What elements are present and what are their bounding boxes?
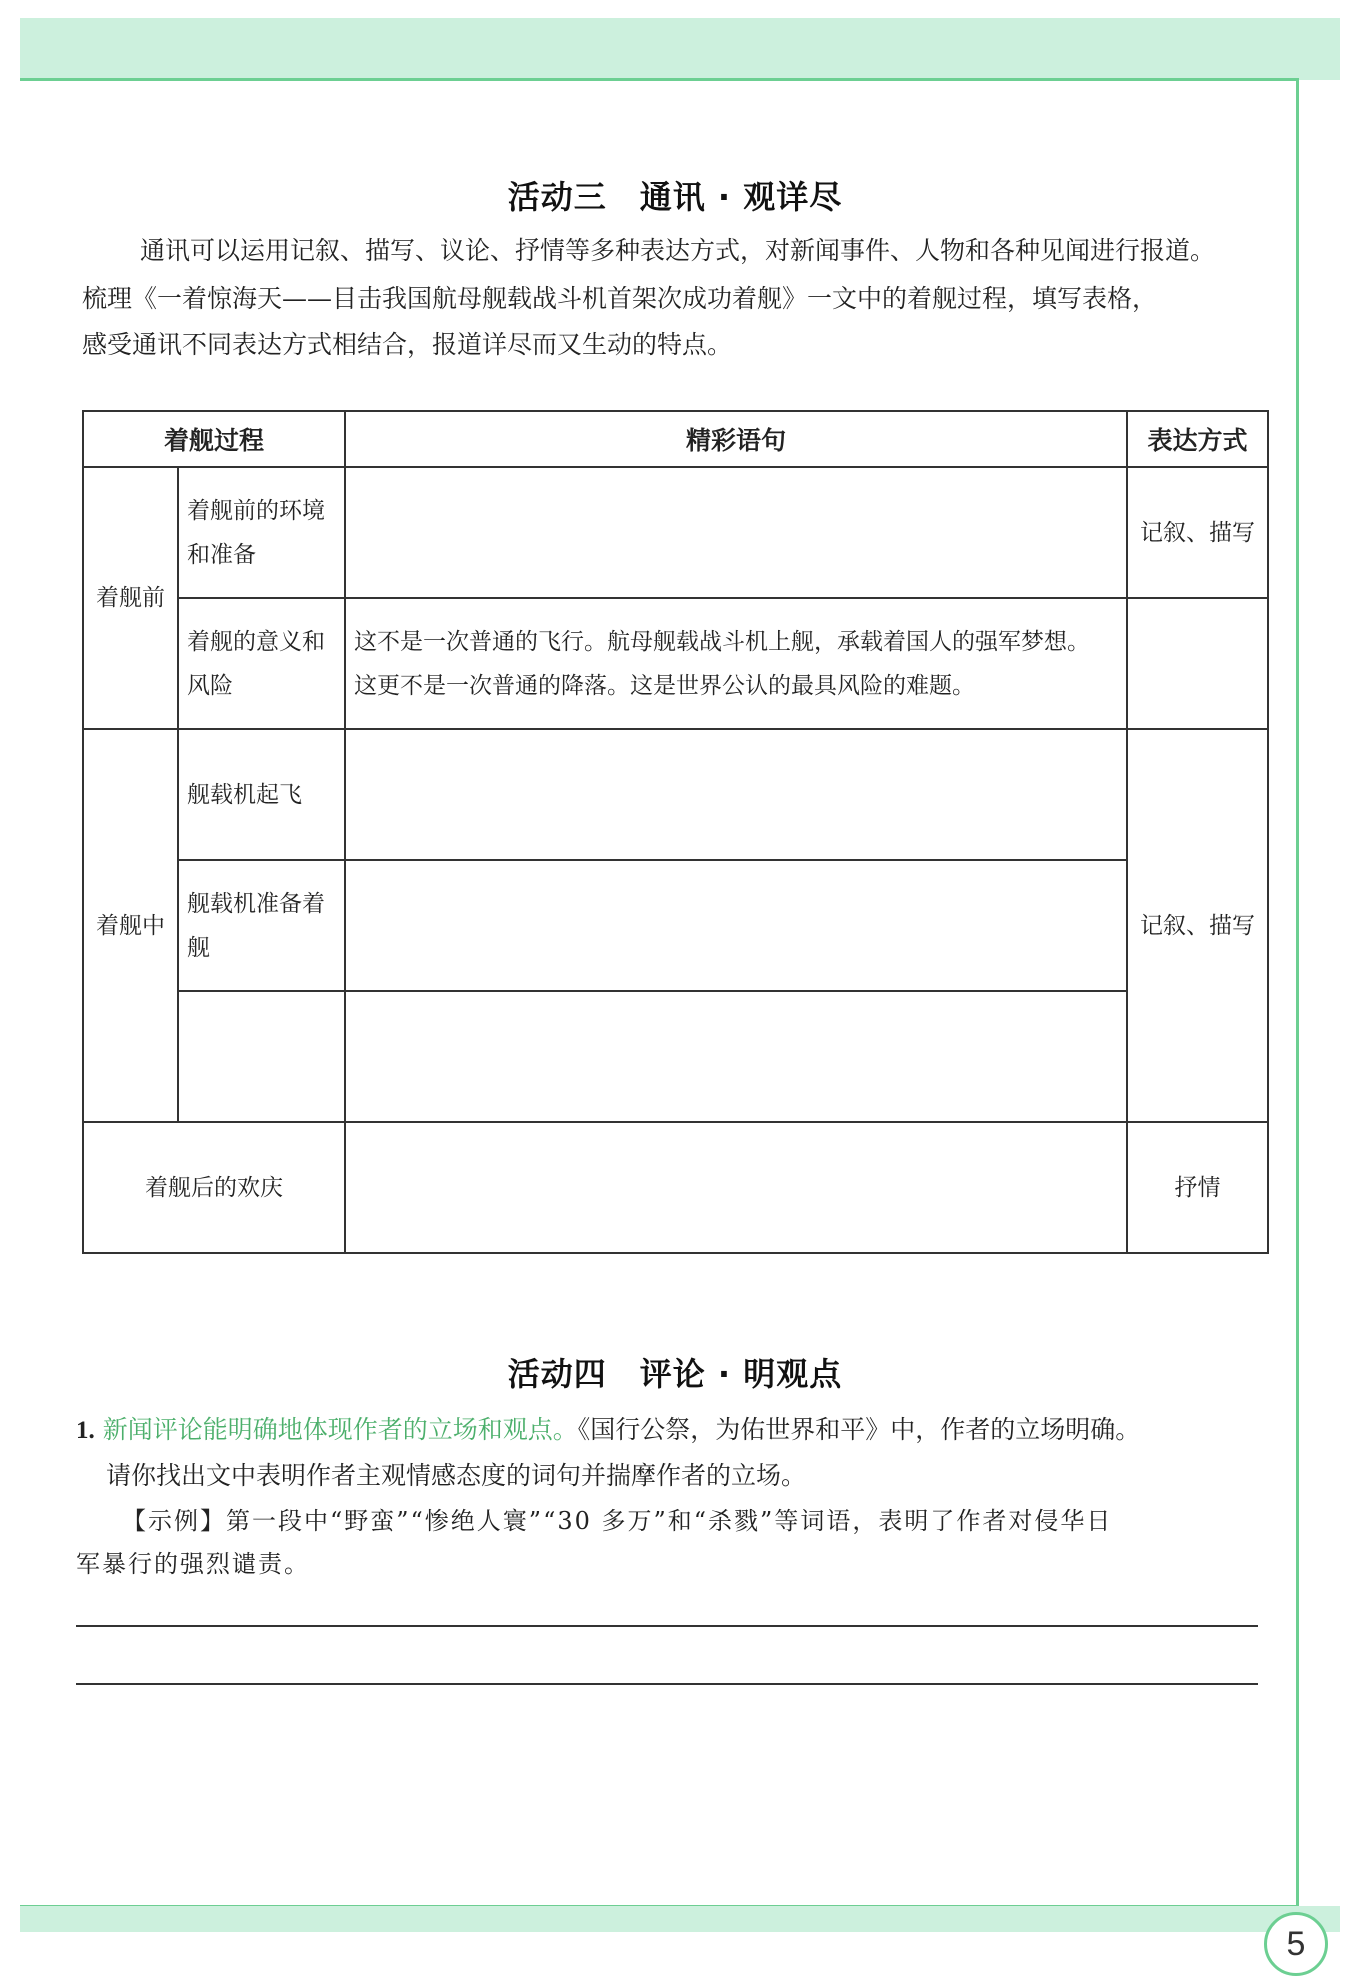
table-row (83, 991, 1268, 1122)
stage-blank-field[interactable] (178, 991, 345, 1122)
page-number: 5 (1264, 1912, 1328, 1976)
bottom-decorative-band (20, 1906, 1340, 1932)
q1-black-text: 《国行公祭，为佑世界和平》中，作者的立场明确。 (577, 1415, 1141, 1444)
sentence-blank-field[interactable] (345, 991, 1127, 1122)
group-during: 着舰中 (83, 729, 178, 1122)
sentence-meaning-line2: 这更不是一次普通的降落。这是世界公认的最具风险的难题。 (354, 672, 976, 699)
activity3-instruction-line2: 感受通讯不同表达方式相结合，报道详尽而又生动的特点。 (82, 330, 733, 359)
header-sentences: 精彩语句 (345, 411, 1127, 467)
sentence-meaning-line1: 这不是一次普通的飞行。航母舰载战斗机上舰，承载着国人的强军梦想。 (354, 628, 1091, 655)
table-row (83, 860, 1268, 991)
activity3-intro: 通讯可以运用记叙、描写、议论、抒情等多种表达方式，对新闻事件、人物和各种见闻进行报道。 (140, 236, 1216, 265)
sentence-takeoff-field[interactable] (345, 729, 1127, 860)
stage-env: 着舰前的环境和准备 (178, 467, 345, 598)
answer-line-2[interactable] (76, 1683, 1258, 1685)
q1-line1 (76, 1407, 1140, 1453)
stage-meaning: 着舰的意义和风险 (178, 598, 345, 729)
activity4-title: 活动四 评论 · 明观点 (507, 1355, 843, 1393)
header-method: 表达方式 (1127, 411, 1268, 467)
sentence-after-field[interactable] (345, 1122, 1127, 1253)
method-during: 记叙、描写 (1127, 729, 1268, 1122)
stage-takeoff: 舰载机起飞 (178, 729, 345, 860)
table-row (83, 598, 1268, 729)
table-row (83, 729, 1268, 860)
top-decorative-band (20, 18, 1340, 80)
table-header-row (83, 411, 1268, 467)
sentence-env-field[interactable] (345, 467, 1127, 598)
example-line2: 军暴行的强烈谴责。 (76, 1550, 310, 1578)
method-after: 抒情 (1127, 1122, 1268, 1253)
method-env: 记叙、描写 (1127, 467, 1268, 598)
header-process: 着舰过程 (83, 411, 345, 467)
activity3-title: 活动三 通讯 · 观详尽 (507, 178, 843, 216)
q1-number: 1. (76, 1417, 95, 1444)
table-row (83, 1122, 1268, 1253)
answer-line-1[interactable] (76, 1625, 1258, 1627)
q1-green-text: 新闻评论能明确地体现作者的立场和观点。 (102, 1415, 578, 1444)
q1-line2: 请你找出文中表明作者主观情感态度的词句并揣摩作者的立场。 (106, 1461, 807, 1490)
method-meaning-field[interactable] (1127, 598, 1268, 729)
landing-process-table (82, 410, 1269, 1254)
table-row (83, 467, 1268, 598)
sentence-meaning (345, 598, 1127, 729)
example-line1: 【示例】第一段中“野蛮”“惨绝人寰”“30 多万”和“杀戮”等词语，表明了作者对侵华日 (122, 1507, 1113, 1535)
stage-prepare: 舰载机准备着舰 (178, 860, 345, 991)
stage-after: 着舰后的欢庆 (83, 1122, 345, 1253)
activity3-instruction-line1: 梳理《一着惊海天——目击我国航母舰载战斗机首架次成功着舰》一文中的着舰过程，填写表格， (82, 284, 1158, 313)
group-before: 着舰前 (83, 467, 178, 729)
sentence-prepare-field[interactable] (345, 860, 1127, 991)
